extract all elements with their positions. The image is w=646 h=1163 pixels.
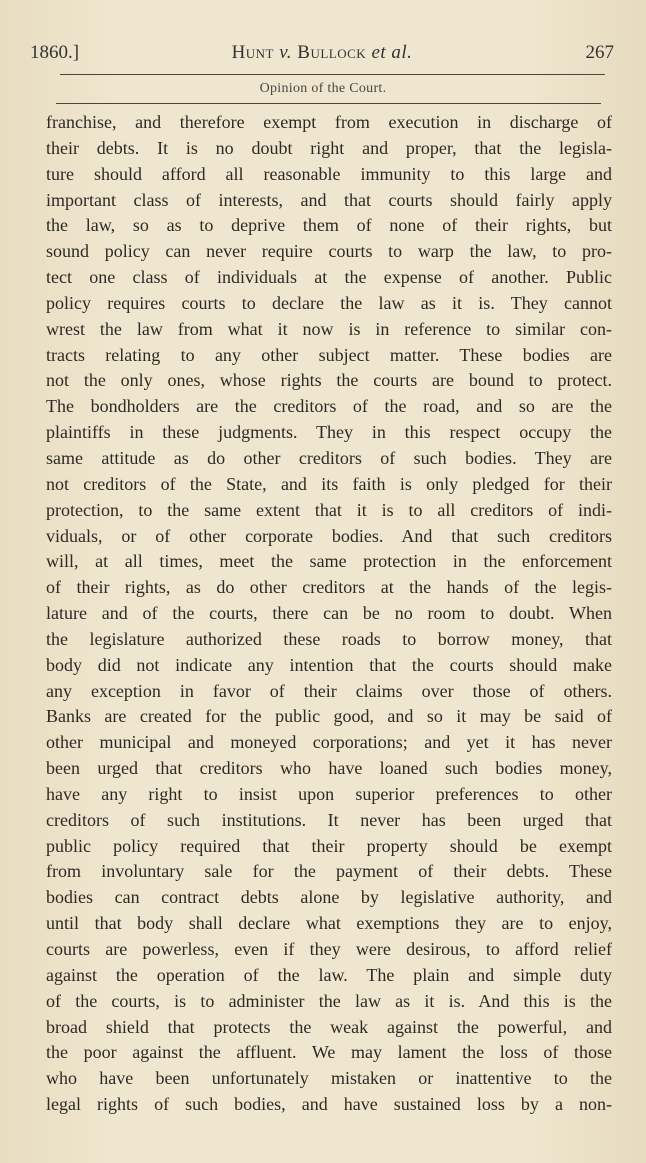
text-line: the poor against the affluent. We may lament the loss of those: [46, 1042, 612, 1063]
text-line: against the operation of the law. The plain and simple duty: [46, 964, 612, 985]
text-line: public policy required that their property should be exempt: [46, 835, 612, 856]
text-line: from involuntary sale for the payment of their debts. These: [46, 861, 612, 882]
text-line: viduals, or of other corporate bodies. And that such creditors: [46, 525, 612, 546]
year-label: 1860.]: [30, 42, 80, 63]
text-line: franchise, and therefore exempt from execution in discharge of: [46, 112, 612, 132]
text-line: plaintiffs in these judgments. They in this respect occupy the: [46, 422, 612, 443]
text-line: body did not indicate any intention that the courts should make: [46, 654, 612, 675]
text-line: broad shield that protects the weak against the powerful, and: [46, 1016, 612, 1037]
text-line: tect one class of individuals at the expense of another. Public: [46, 267, 612, 288]
text-line: important class of interests, and that courts should fairly apply: [46, 189, 612, 210]
text-line: not creditors of the State, and its faith is only pledged for their: [46, 473, 612, 494]
section-heading: Opinion of the Court.: [259, 81, 387, 96]
case-et-al: et al.: [371, 42, 413, 63]
text-line: The bondholders are the creditors of the road, and so are the: [46, 396, 612, 417]
text-line: lature and of the courts, there can be no room to doubt. When: [46, 603, 612, 624]
page-number: 267: [585, 42, 614, 63]
text-line: sound policy can never require courts to warp the law, to pro-: [46, 241, 612, 262]
text-line: protection, to the same extent that it is to all creditors of indi-: [46, 499, 612, 520]
text-line: courts are powerless, even if they were desirous, to afford relief: [46, 939, 612, 959]
text-line: their debts. It is no doubt right and proper, that the legisla-: [46, 137, 612, 158]
text-line: the legislature authorized these roads to borrow money, that: [46, 628, 612, 649]
case-party-1: Hunt: [231, 42, 275, 63]
text-line: who have been unfortunately mistaken or inattentive to the: [46, 1068, 612, 1089]
opinion-text: [46, 110, 612, 1118]
text-line: the law, so as to deprive them of none of their rights, but: [46, 215, 612, 236]
text-line: Banks are created for the public good, and so it may be said of: [46, 706, 612, 727]
text-line: legal rights of such bodies, and have sustained loss by a non-: [46, 1094, 612, 1115]
text-line: until that body shall declare what exemptions they are to enjoy,: [46, 913, 612, 934]
section-rule: [56, 103, 601, 104]
text-line: tracts relating to any other subject matter. These bodies are: [46, 344, 612, 365]
case-party-2: Bullock: [297, 42, 367, 63]
text-line: policy requires courts to declare the law as it is. They cannot: [46, 292, 612, 313]
text-line: of the courts, is to administer the law as it is. And this is the: [46, 990, 612, 1011]
text-line: creditors of such institutions. It never has been urged that: [46, 809, 612, 830]
text-line: other municipal and moneyed corporations; and yet it has never: [46, 732, 612, 753]
text-line: have any right to insist upon superior preferences to other: [46, 783, 612, 804]
text-line: will, at all times, meet the same protection in the enforcement: [46, 551, 612, 572]
text-line: ture should afford all reasonable immunity to this large and: [46, 163, 612, 184]
text-line: of their rights, as do other creditors at the hands of the legis-: [46, 577, 612, 598]
header-rule: [60, 74, 605, 75]
running-head: [30, 38, 614, 68]
text-line: been urged that creditors who have loaned such bodies money,: [46, 758, 612, 779]
text-line: not the only ones, whose rights the courts are bound to protect.: [46, 370, 612, 391]
text-line: wrest the law from what it now is in reference to similar con-: [46, 318, 612, 339]
text-line: bodies can contract debts alone by legislative authority, and: [46, 887, 612, 908]
case-versus: v.: [279, 42, 293, 63]
text-line: same attitude as do other creditors of such bodies. They are: [46, 447, 612, 468]
text-line: any exception in favor of their claims over those of others.: [46, 680, 612, 701]
case-title: [30, 42, 614, 64]
